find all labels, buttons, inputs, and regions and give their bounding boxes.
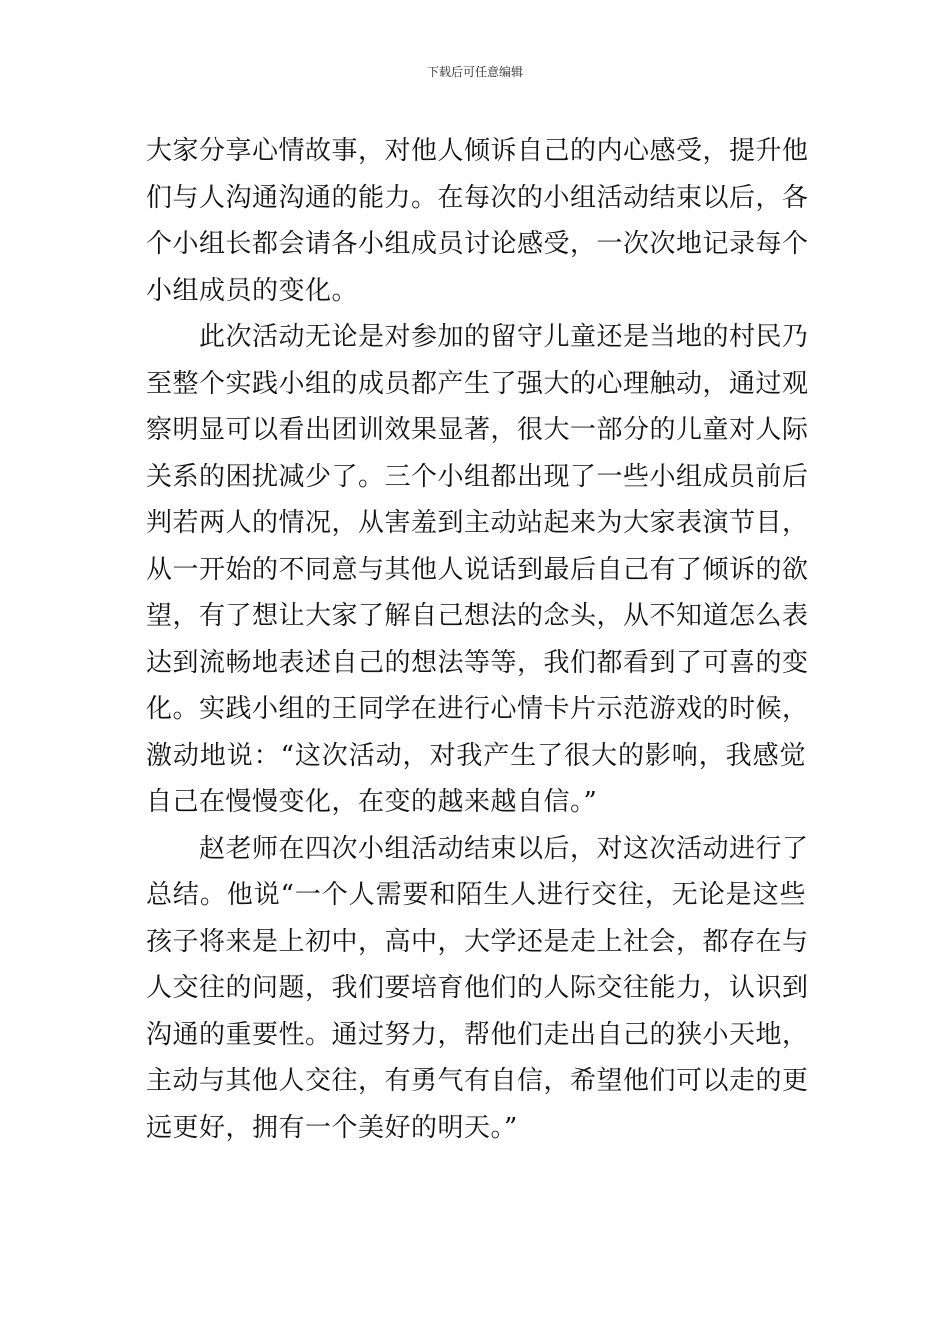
text-line: 总结。他说“一个人需要和陌生人进行交往，无论是这些	[146, 880, 806, 910]
text-line: 判若两人的情况，从害羞到主动站起来为大家表演节目，	[146, 508, 809, 538]
text-line: 孩子将来是上初中，高中，大学还是走上社会，都存在与	[146, 926, 809, 957]
text-line: 此次活动无论是对参加的留守儿童还是当地的村民乃	[199, 322, 809, 352]
text-line: 沟通的重要性。通过努力，帮他们走出自己的狭小天地，	[146, 1019, 809, 1050]
text-line: 主动与其他人交往，有勇气有自信，希望他们可以走的更	[146, 1066, 809, 1096]
text-line: 大家分享心情故事，对他人倾诉自己的内心感受，提升他	[146, 136, 809, 166]
text-line: 从一开始的不同意与其他人说话到最后自己有了倾诉的欲	[146, 554, 809, 585]
text-line: 人交往的问题，我们要培育他们的人际交往能力，认识到	[146, 973, 809, 1003]
paragraph-1	[146, 128, 809, 314]
text-line: 赵老师在四次小组活动结束以后，对这次活动进行了	[199, 833, 809, 864]
text-line: 望，有了想让大家了解自己想法的念头，从不知道怎么表	[146, 601, 809, 631]
text-line: 化。实践小组的王同学在进行心情卡片示范游戏的时候，	[146, 694, 809, 724]
document-body	[146, 128, 809, 1151]
paragraph-2	[146, 314, 809, 826]
text-line: 们与人沟通沟通的能力。在每次的小组活动结束以后，各	[146, 182, 809, 213]
text-line: 小组成员的变化。	[146, 275, 359, 306]
text-line: 察明显可以看出团训效果显著，很大一部分的儿童对人际	[146, 415, 809, 445]
text-line: 个小组长都会请各小组成员讨论感受，一次次地记录每个	[146, 229, 809, 259]
text-line: 远更好，拥有一个美好的明天。”	[146, 1112, 518, 1143]
paragraph-3	[146, 826, 809, 1152]
text-line: 达到流畅地表述自己的想法等等，我们都看到了可喜的变	[146, 647, 809, 678]
text-line: 自己在慢慢变化，在变的越来越自信。”	[146, 787, 598, 817]
text-line: 激动地说：“这次活动，对我产生了很大的影响，我感觉	[146, 740, 806, 771]
page-header: 下载后可任意编辑	[426, 65, 523, 79]
text-line: 关系的困扰减少了。三个小组都出现了一些小组成员前后	[146, 461, 809, 492]
text-line: 至整个实践小组的成员都产生了强大的心理触动，通过观	[146, 368, 809, 399]
